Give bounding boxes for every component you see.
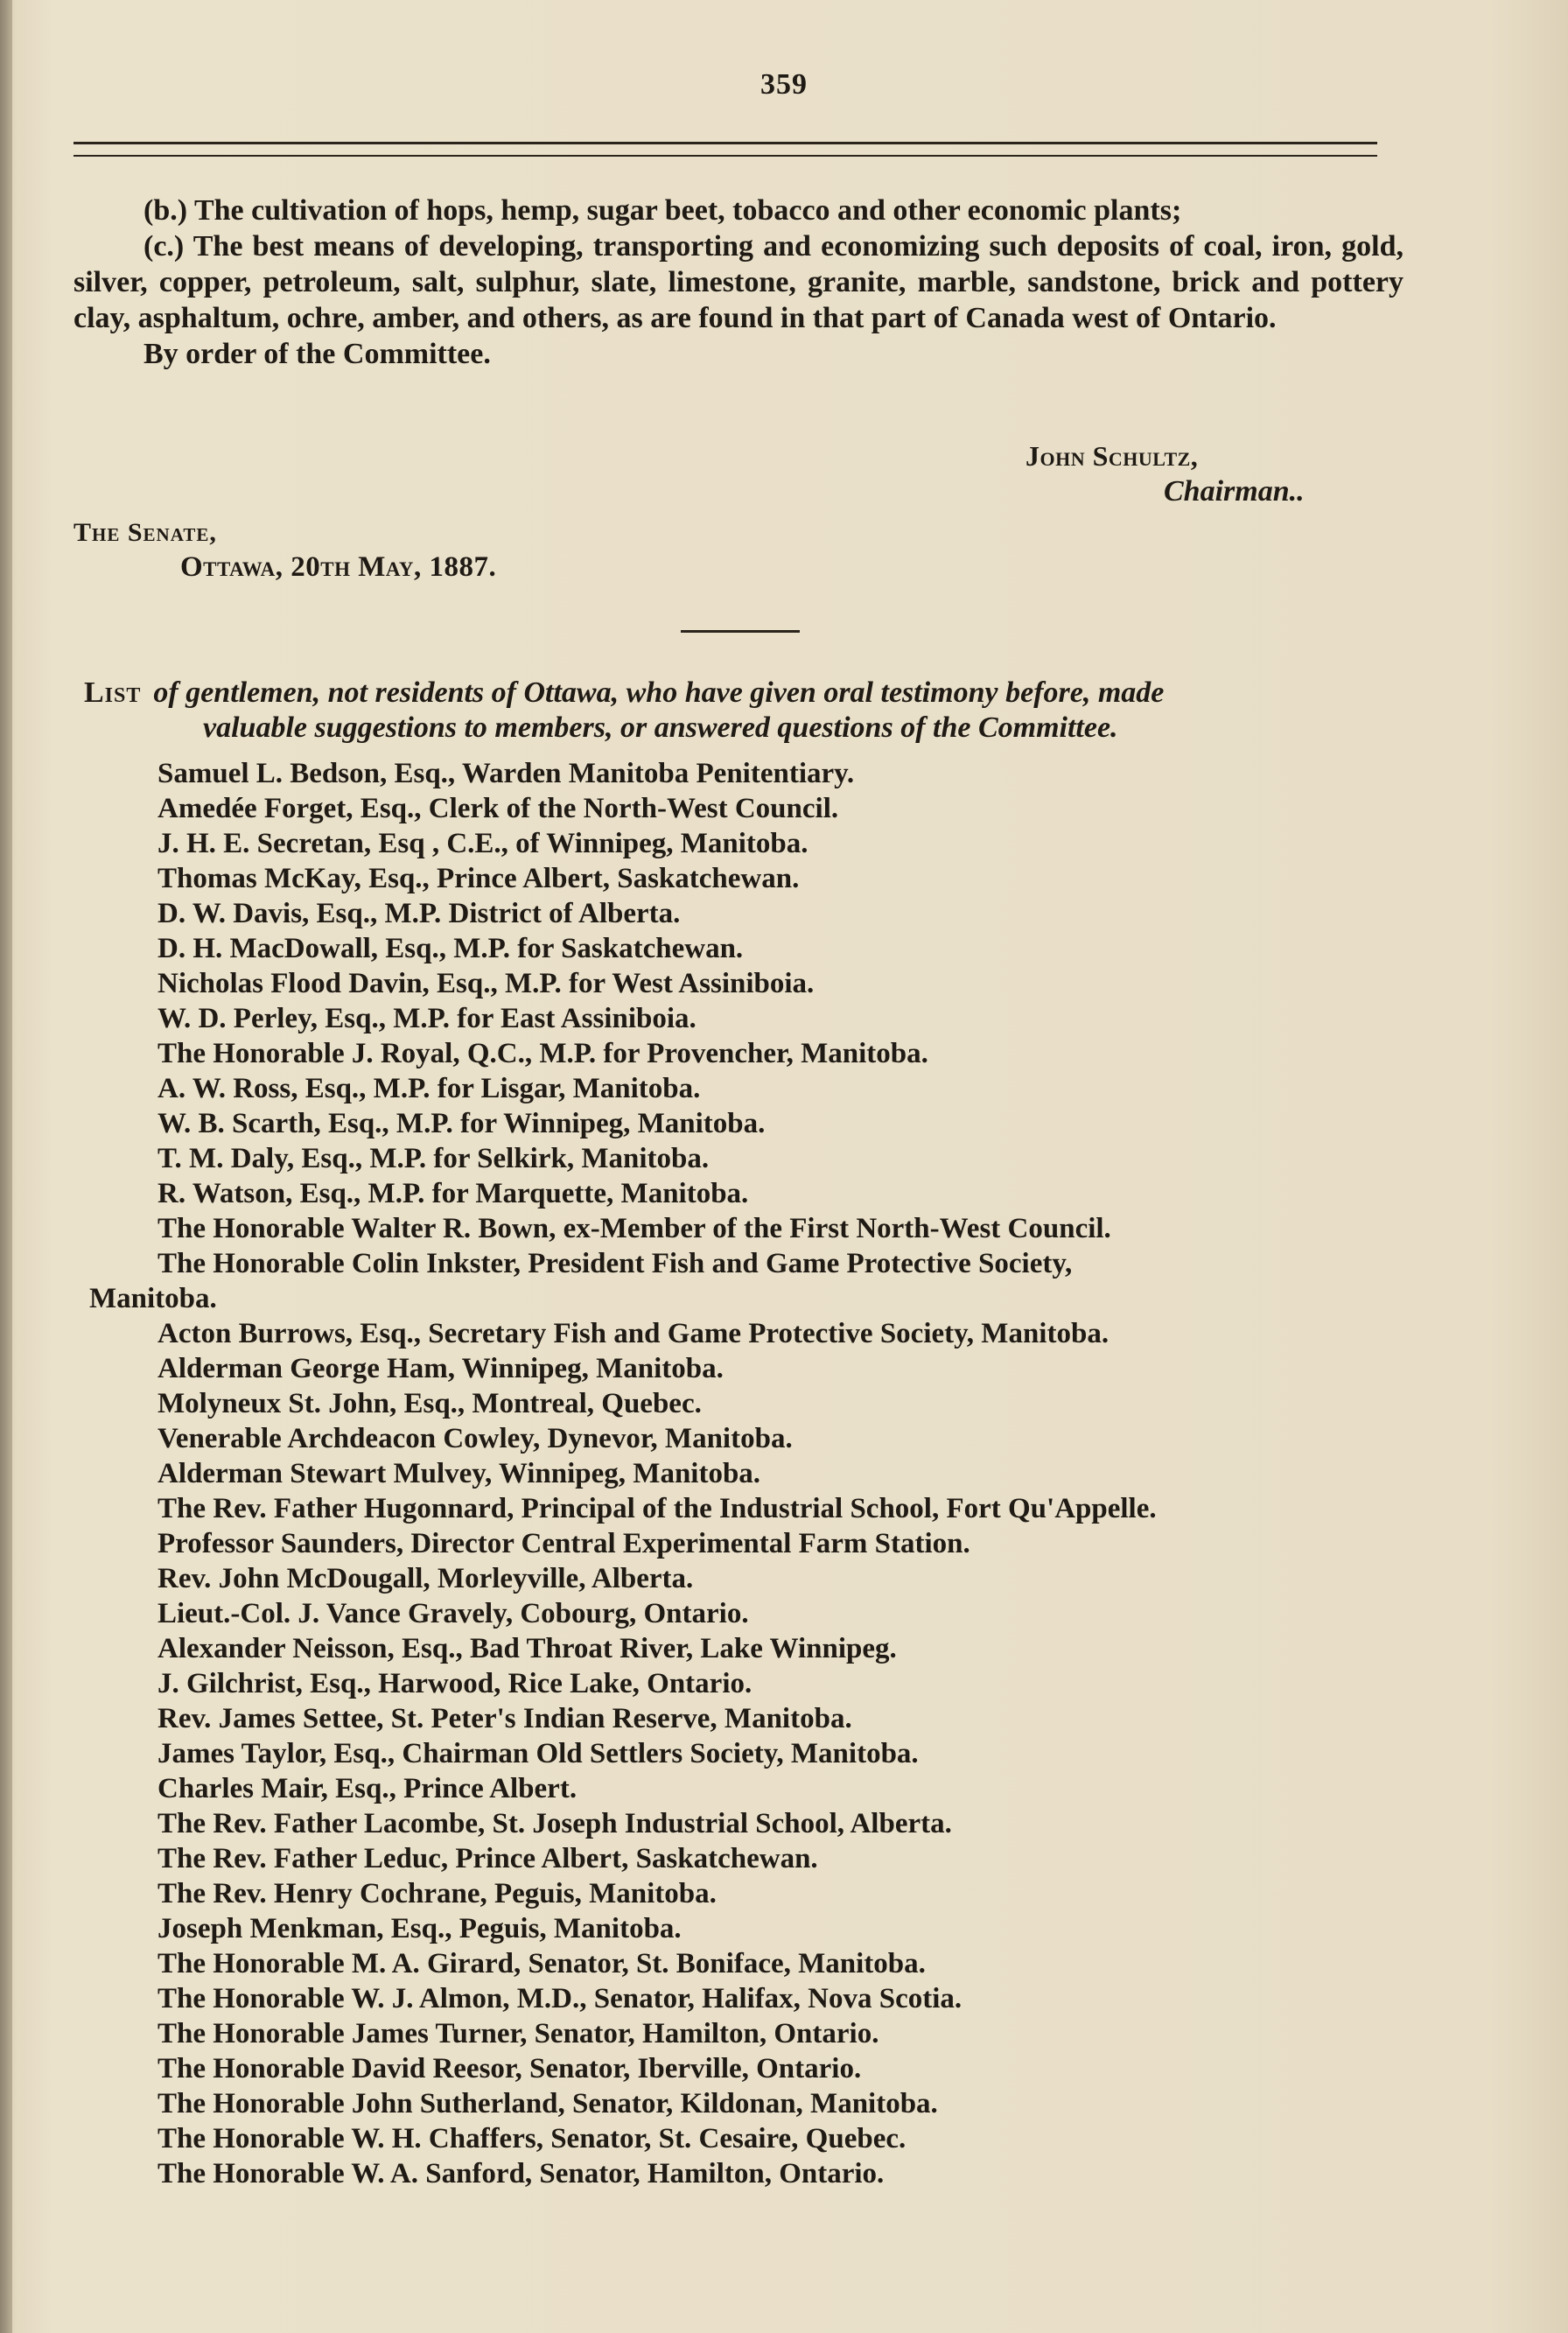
list-item: Charles Mair, Esq., Prince Albert.	[158, 1773, 578, 1804]
list-item: The Honorable W. H. Chaffers, Senator, St. Cesaire, Quebec.	[158, 2123, 906, 2154]
list-item: T. M. Daly, Esq., M.P. for Selkirk, Manitoba.	[158, 1143, 710, 1174]
list-item: Nicholas Flood Davin, Esq., M.P. for West Assiniboia.	[158, 968, 815, 999]
list-item: J. H. E. Secretan, Esq , C.E., of Winnipeg, Manitoba.	[158, 828, 808, 859]
list-item: W. B. Scarth, Esq., M.P. for Winnipeg, Manitoba.	[158, 1108, 766, 1139]
list-item: R. Watson, Esq., M.P. for Marquette, Manitoba.	[158, 1178, 749, 1209]
list-item: The Rev. Father Hugonnard, Principal of the Industrial School, Fort Qu'Appelle.	[158, 1493, 1157, 1524]
place-line-date	[180, 551, 496, 584]
list-item: The Honorable John Sutherland, Senator, Kildonan, Manitoba.	[158, 2088, 938, 2119]
date-text: Ottawa, 20th May, 1887.	[180, 551, 497, 583]
list-heading	[84, 676, 1414, 746]
list-item: Joseph Menkman, Esq., Peguis, Manitoba.	[158, 1913, 682, 1944]
list-item: The Honorable Walter R. Bown, ex-Member of the First North-West Council.	[158, 1213, 1111, 1244]
list-item: The Honorable W. J. Almon, M.D., Senator, Halifax, Nova Scotia.	[158, 1983, 962, 2014]
list-item: W. D. Perley, Esq., M.P. for East Assiniboia.	[158, 1003, 696, 1034]
list-item: The Honorable J. Royal, Q.C., M.P. for Provencher, Manitoba.	[158, 1038, 928, 1069]
list-item: Amedée Forget, Esq., Clerk of the North-West Council.	[158, 793, 839, 824]
list-heading-line2: valuable suggestions to members, or answered questions of the Committee.	[203, 711, 1118, 744]
list-item: D. W. Davis, Esq., M.P. District of Alberta.	[158, 898, 681, 929]
list-heading-lead: List	[84, 676, 142, 709]
list-item: The Rev. Father Lacombe, St. Joseph Industrial School, Alberta.	[158, 1808, 952, 1839]
list-item: Venerable Archdeacon Cowley, Dynevor, Manitoba.	[158, 1423, 793, 1454]
list-item: Molyneux St. John, Esq., Montreal, Quebec.	[158, 1388, 702, 1419]
list-item: The Honorable James Turner, Senator, Hamilton, Ontario.	[158, 2018, 879, 2049]
list-item: Samuel L. Bedson, Esq., Warden Manitoba Penitentiary.	[158, 758, 855, 789]
list-item: Acton Burrows, Esq., Secretary Fish and Game Protective Society, Manitoba.	[158, 1318, 1110, 1349]
item-b-paragraph: (b.) The cultivation of hops, hemp, sugar beet, tobacco and other economic plants;	[144, 194, 1182, 227]
book-spine-edge	[0, 0, 12, 2333]
list-item: Alderman George Ham, Winnipeg, Manitoba.	[158, 1353, 724, 1384]
list-item-continuation: Manitoba.	[89, 1283, 217, 1314]
list-item: Alderman Stewart Mulvey, Winnipeg, Manitoba.	[158, 1458, 761, 1489]
item-c-paragraph: (c.) The best means of developing, transporting and economizing such deposits of coal, iron, gold, silver, copper, petroleum, salt, sulphur, slate, limestone, granite, marble, sandstone, brick and pottery clay, asphaltum, ochre, amber, and others, as are found in that part of Canada west of Ontario.	[74, 230, 1404, 334]
witness-list	[74, 756, 1404, 2191]
list-item: Professor Saunders, Director Central Experimental Farm Station.	[158, 1528, 970, 1559]
list-item: Thomas McKay, Esq., Prince Albert, Saskatchewan.	[158, 863, 800, 894]
list-item: A. W. Ross, Esq., M.P. for Lisgar, Manitoba.	[158, 1073, 701, 1104]
list-item: The Honorable M. A. Girard, Senator, St. Boniface, Manitoba.	[158, 1948, 926, 1979]
intro-text-block	[74, 193, 1404, 372]
list-item: The Rev. Henry Cochrane, Peguis, Manitoba.	[158, 1878, 717, 1909]
signature-title: Chairman..	[1164, 475, 1305, 508]
list-item: The Honorable David Reesor, Senator, Iberville, Ontario.	[158, 2053, 862, 2084]
list-item: Rev. James Settee, St. Peter's Indian Reserve, Manitoba.	[158, 1703, 852, 1734]
page-number: 359	[760, 68, 808, 101]
list-item: Lieut.-Col. J. Vance Gravely, Cobourg, Ontario.	[158, 1598, 749, 1629]
signature-name: John Schultz,	[1026, 440, 1199, 472]
list-item: D. H. MacDowall, Esq., M.P. for Saskatchewan.	[158, 933, 744, 964]
section-divider	[681, 630, 800, 633]
list-item: The Honorable W. A. Sanford, Senator, Hamilton, Ontario.	[158, 2158, 885, 2189]
header-double-rule	[74, 142, 1377, 157]
list-item: Rev. John McDougall, Morleyville, Alberta.	[158, 1563, 694, 1594]
list-item: Alexander Neisson, Esq., Bad Throat River, Lake Winnipeg.	[158, 1633, 897, 1664]
list-heading-line1: of gentlemen, not residents of Ottawa, who have given oral testimony before, made	[153, 676, 1165, 709]
list-item: The Rev. Father Leduc, Prince Albert, Saskatchewan.	[158, 1843, 818, 1874]
by-order-line: By order of the Committee.	[144, 338, 491, 370]
list-item: James Taylor, Esq., Chairman Old Settlers Society, Manitoba.	[158, 1738, 919, 1769]
list-item: The Honorable Colin Inkster, President Fish and Game Protective Society,	[158, 1248, 1073, 1279]
place-line-senate: The Senate,	[74, 518, 217, 547]
list-item: J. Gilchrist, Esq., Harwood, Rice Lake, Ontario.	[158, 1668, 752, 1699]
